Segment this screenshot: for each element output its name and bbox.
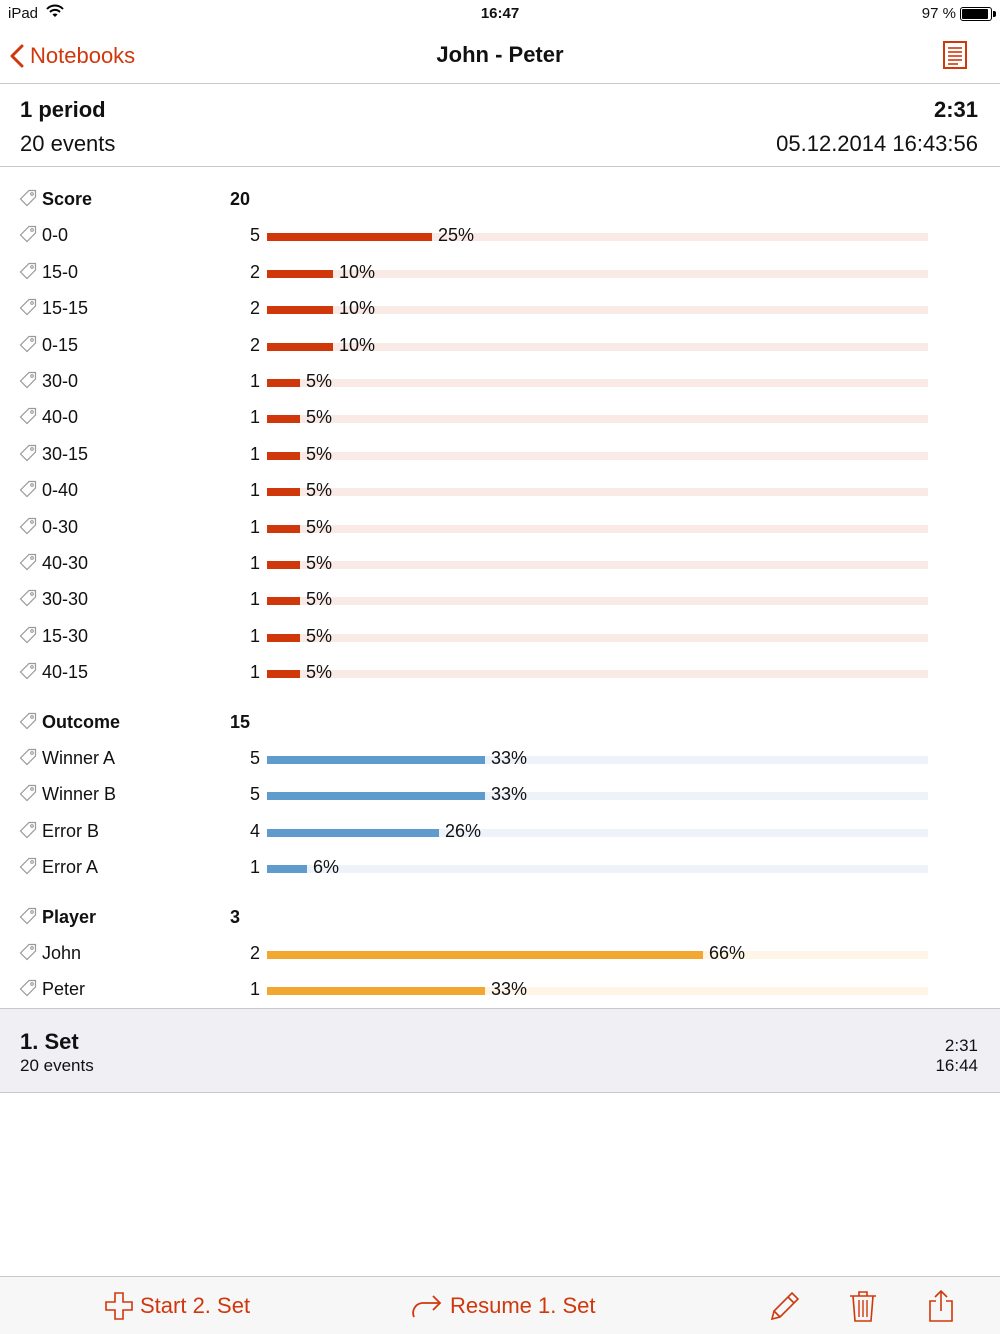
stat-count: 2 [249, 334, 260, 355]
stat-row[interactable] [0, 581, 1000, 617]
stat-count: 1 [249, 857, 260, 878]
stat-bar [267, 525, 300, 533]
group-total: 20 [230, 189, 251, 209]
device-name: iPad [8, 5, 39, 22]
stat-count: 1 [249, 625, 260, 646]
stat-percent: 10% [339, 261, 376, 282]
set-row[interactable] [0, 1008, 1000, 1093]
stat-row[interactable] [0, 217, 1000, 253]
stat-bar [267, 233, 432, 241]
tag-icon [19, 225, 37, 243]
stat-row[interactable] [0, 813, 1000, 849]
stat-bar [267, 951, 703, 959]
page-title: John - Peter [436, 42, 564, 67]
stat-count: 1 [249, 662, 260, 683]
stat-label: 30-30 [42, 589, 89, 610]
stat-count: 2 [249, 943, 260, 963]
tag-icon [19, 335, 37, 353]
session-datetime: 05.12.2014 16:43:56 [776, 131, 978, 156]
stat-count: 1 [249, 516, 260, 537]
stat-row[interactable] [0, 254, 1000, 290]
status-bar [0, 0, 1000, 28]
plus-icon [104, 1291, 134, 1321]
tag-icon [19, 407, 37, 425]
stat-label: 15-0 [42, 261, 79, 282]
stat-bar [267, 270, 333, 278]
stat-label: 0-30 [42, 516, 79, 537]
tag-icon [19, 748, 37, 766]
tag-icon [19, 979, 37, 997]
stat-percent: 5% [306, 480, 333, 501]
stat-percent: 5% [306, 553, 333, 573]
tag-icon [19, 517, 37, 535]
stat-label: Winner A [42, 748, 116, 768]
share-icon [924, 1289, 958, 1323]
stat-count: 1 [249, 553, 260, 573]
stat-label: Winner B [42, 784, 117, 805]
stat-bar [267, 792, 485, 800]
stat-bar-track [267, 597, 928, 605]
stat-bar-track [267, 634, 928, 642]
stat-row[interactable] [0, 776, 1000, 812]
stat-percent: 66% [709, 943, 746, 963]
stat-row[interactable] [0, 618, 1000, 654]
stat-percent: 5% [306, 625, 333, 646]
stat-row[interactable] [0, 935, 1000, 971]
stat-percent: 33% [491, 979, 528, 1000]
status-time: 16:47 [480, 5, 520, 22]
stat-percent: 33% [491, 748, 528, 768]
tag-icon [19, 943, 37, 961]
tag-icon [19, 662, 37, 680]
stat-label: Peter [42, 979, 86, 1000]
stat-row[interactable] [0, 545, 1000, 581]
stat-percent: 25% [438, 225, 475, 246]
stat-bar [267, 561, 300, 569]
set-event-count: 20 events [20, 1056, 94, 1075]
group-total: 3 [230, 906, 241, 927]
share-button[interactable] [924, 1289, 958, 1323]
stat-percent: 5% [306, 407, 333, 428]
stat-percent: 6% [313, 857, 340, 878]
stat-bar-track [267, 561, 928, 569]
stat-percent: 5% [306, 516, 333, 537]
stat-label: 40-30 [42, 553, 89, 573]
battery-icon [960, 7, 992, 21]
start-set-label: Start 2. Set [140, 1293, 251, 1318]
stat-row[interactable] [0, 436, 1000, 472]
stat-bar-track [267, 488, 928, 496]
stat-label: Error A [42, 857, 99, 878]
stat-bar-track [267, 452, 928, 460]
stat-group-header [0, 704, 1000, 740]
bottom-toolbar [0, 1276, 1000, 1334]
set-title: 1. Set [20, 1029, 79, 1054]
resume-set-label: Resume 1. Set [450, 1293, 596, 1318]
event-count: 20 events [20, 131, 116, 156]
stat-bar [267, 829, 439, 837]
stat-bar [267, 379, 300, 387]
tag-icon [19, 784, 37, 802]
redo-arrow-icon [408, 1291, 444, 1321]
stat-percent: 5% [306, 662, 333, 683]
notes-button[interactable] [942, 40, 970, 70]
group-total: 15 [230, 711, 251, 732]
group-title: Outcome [42, 711, 121, 732]
stat-count: 4 [249, 820, 260, 841]
notes-icon [942, 40, 970, 70]
stat-row[interactable] [0, 971, 1000, 1007]
stat-label: 15-15 [42, 298, 89, 319]
stat-label: 15-30 [42, 625, 89, 646]
stat-label: 0-0 [42, 225, 69, 246]
stat-row[interactable] [0, 472, 1000, 508]
stat-bar [267, 756, 485, 764]
stat-row[interactable] [0, 654, 1000, 690]
tag-icon [19, 857, 37, 875]
stat-bar-track [267, 670, 928, 678]
stat-label: 40-15 [42, 662, 89, 683]
stat-label: Error B [42, 820, 100, 841]
stat-count: 2 [249, 261, 260, 282]
tag-icon [19, 480, 37, 498]
group-title: Score [42, 189, 93, 209]
stat-count: 1 [249, 443, 260, 464]
stat-percent: 5% [306, 589, 333, 610]
stat-bar [267, 865, 307, 873]
tag-icon [19, 589, 37, 607]
tag-icon [19, 189, 37, 207]
stat-bar-track [267, 525, 928, 533]
stat-label: 0-40 [42, 480, 79, 501]
delete-button[interactable] [846, 1289, 880, 1323]
stat-group-header [0, 899, 1000, 935]
stat-bar-track [267, 415, 928, 423]
stat-bar [267, 343, 333, 351]
tag-icon [19, 444, 37, 462]
stat-percent: 26% [445, 820, 482, 841]
stat-count: 1 [249, 480, 260, 501]
stat-row[interactable] [0, 399, 1000, 435]
tag-icon [19, 821, 37, 839]
stat-row[interactable] [0, 509, 1000, 545]
stat-count: 1 [249, 371, 260, 391]
tag-icon [19, 907, 37, 925]
stat-count: 2 [249, 298, 260, 319]
back-button-label: Notebooks [30, 43, 136, 68]
session-duration: 2:31 [933, 97, 978, 122]
stat-percent: 5% [306, 371, 333, 391]
tag-icon [19, 298, 37, 316]
navigation-bar [0, 28, 1000, 84]
trash-icon [846, 1289, 880, 1323]
tag-icon [19, 371, 37, 389]
stat-bar [267, 597, 300, 605]
session-summary [0, 85, 1000, 167]
stat-count: 1 [249, 979, 260, 1000]
tag-icon [19, 553, 37, 571]
stat-bar [267, 634, 300, 642]
tag-icon [19, 626, 37, 644]
stat-group-header [0, 181, 1000, 217]
stat-bar [267, 415, 300, 423]
stat-count: 1 [249, 589, 260, 610]
set-time: 16:44 [935, 1056, 978, 1075]
stat-count: 5 [249, 748, 260, 768]
chevron-left-icon [10, 44, 24, 68]
stat-bar [267, 488, 300, 496]
stat-bar-track [267, 865, 928, 873]
stat-label: 0-15 [42, 334, 79, 355]
stat-label: 30-15 [42, 443, 89, 464]
stat-row[interactable] [0, 740, 1000, 776]
stat-count: 5 [249, 225, 260, 246]
stat-bar [267, 306, 333, 314]
stat-row[interactable] [0, 290, 1000, 326]
stat-bar-track [267, 379, 928, 387]
battery-percent: 97 % [921, 5, 956, 22]
stat-row[interactable] [0, 849, 1000, 885]
resume-set-button[interactable] [408, 1277, 596, 1334]
stat-percent: 10% [339, 334, 376, 355]
stat-count: 5 [249, 784, 260, 805]
stat-label: John [42, 943, 82, 963]
stat-label: 40-0 [42, 407, 79, 428]
stat-row[interactable] [0, 327, 1000, 363]
tag-icon [19, 712, 37, 730]
stat-bar [267, 452, 300, 460]
stat-percent: 5% [306, 443, 333, 464]
edit-button[interactable] [768, 1289, 802, 1323]
group-title: Player [42, 906, 97, 927]
tag-icon [19, 262, 37, 280]
pencil-icon [768, 1289, 802, 1323]
set-duration: 2:31 [944, 1036, 978, 1055]
stat-count: 1 [249, 407, 260, 428]
stat-bar [267, 670, 300, 678]
period-count: 1 period [20, 97, 106, 122]
stat-percent: 10% [339, 298, 376, 319]
start-set-button[interactable] [104, 1277, 250, 1334]
stat-percent: 33% [491, 784, 528, 805]
back-button[interactable] [10, 40, 135, 72]
stat-row[interactable] [0, 363, 1000, 399]
stat-bar [267, 987, 485, 995]
stat-label: 30-0 [42, 371, 79, 391]
